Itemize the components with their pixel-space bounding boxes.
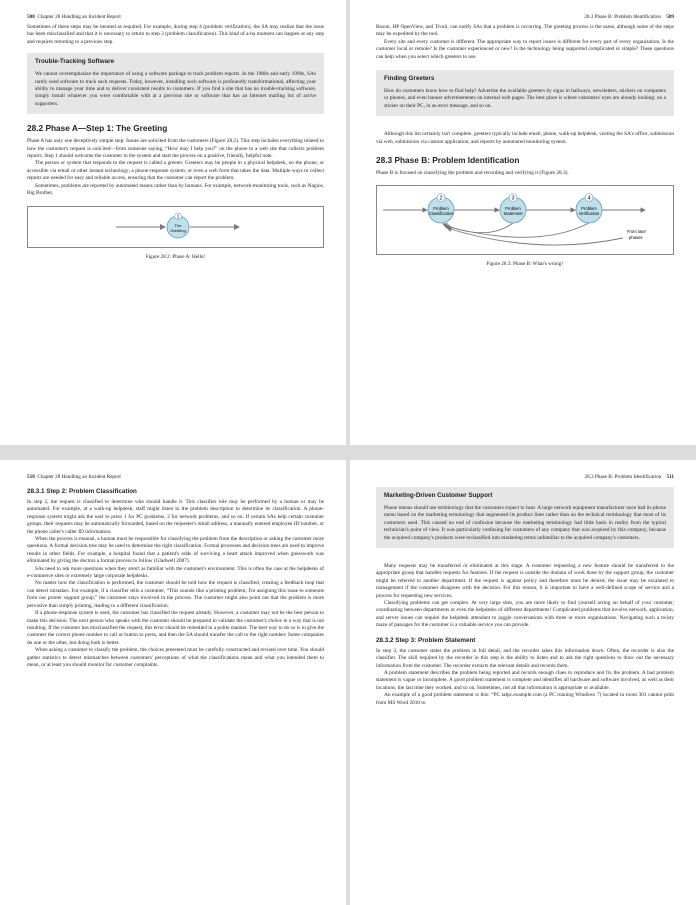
page-number: 508 [27,14,35,20]
page-header [376,14,674,24]
phase-a-diagram [28,207,328,247]
paragraph: The person or system that responds to the request is called a greeter. Greeters may be people in a physical helpdesk, on the phone, or accessible via email or other instant technology; a phone-response system; or even a web form that takes the data. Multiple ways to collect reports are needed for easy and reliable access, ensuring that the customer can report the problem. [27,160,324,182]
subsection-title: 28.3.1 Step 2: Problem Classification [27,488,137,495]
node-label: Verification [578,211,600,217]
sidebar-box [376,487,674,548]
phase-b-diagram [377,186,673,254]
classification-node [428,194,454,224]
sidebar-box [376,70,674,116]
step-number: 2 [439,195,443,202]
step-number: 3 [511,195,515,202]
sidebar-box [27,53,324,114]
page-number: 510 [27,474,35,480]
paragraph: In step 2, the request is classified to determine who should handle it. This classifier role may be performed by a human or may be automated. For example, at a walk-up helpdesk, staff might listen to the problem description to determine its classification. A phone-response system might ask the user to press 1 for PC problems, 2 for network problems, and so on. If certain SAs help certain customer groups, their requests may be automatically forwarded, based on the requester's email address, a manually entered employee ID number, or the phone caller's caller ID information. [27,499,324,535]
paragraph: Bosun, HP OpenView, and Tivoli, can notify SAs that a problem is occurring. The greeting process is the same, although some of the steps may be expedited by the tool. [376,24,674,38]
running-head: Chapter 28 Handling an Incident Report [37,14,121,20]
node-label: Problem [581,206,597,212]
page-header [376,474,674,484]
page-509 [350,0,696,445]
node-label: Greeting [170,227,186,233]
paragraph: A problem statement describes the problem being reported and records enough clues to reproduce and fix the problem. A bad problem statement is vague or incomplete. A good problem statement is complete and identifies all hardware and software involved, as well as their locations, the last time they worked, and so on. Sometimes, not all that information is appropriate or available. [376,669,674,691]
paragraph: An example of a good problem statement is this: “PC talpc.example.com (a PC running Windows 7) located in room 301 cannot print from MS Word 2010 to [376,692,674,706]
node-label: Problem [505,206,521,212]
verification-node [576,194,602,224]
statement-node [500,194,526,224]
running-head: 28.3 Phase B: Problem Identification [584,474,662,480]
node-label: Problem [433,206,449,212]
figure-caption: Figure 28.2: Phase A: Hello! [145,253,206,260]
running-head: 28.3 Phase B: Problem Identification [584,14,662,20]
paragraph: Many requests may be transferred or eliminated at this stage. A customer requesting a new feature should be transferred to the appropriate group that handles requests for features. If the request is outside the domain of work done by the support group, the customer might be referred to another department. If the request is against policy and therefore must be denied, the issue may be escalated to management if the customer disagrees with the decision. For this reason, it is important to have a well-defined scope of service and a process for requesting new services. [376,563,674,599]
page-511 [350,460,696,905]
paragraph: When the process is manual, a human must be responsible for classifying the problem from the description or asking the customer more questions. A formal decision tree may be used to determine the right classification. Formal processes and decision trees are used to improve results in other fields. For example, a hospital found that a patient's odds of surviving a heart attack improved when guesswork was eliminated by giving the doctors a formal process to follow (Gladwell 2007). [27,536,324,565]
feedback-arrow [445,223,589,237]
arrow-head-icon [160,224,166,230]
box-text: We cannot overemphasize the importance of using a software package to track problem reports. In the 1980s and early 1990s, SAs rarely used software to track such requests. Today, however, installing such software is profoundly transformational, affecting your ability to manage your time and to deliver consistent results to customers. If you find a site that has no trouble-tracking software, simply install whatever you were comfortable with at a previous site or software that has an Internet mailing list of active supporters. [35,71,316,107]
page-508 [0,0,346,445]
box-text: How do customers know how to find help? Advertise the available greeters by signs in hallways, newsletters, stickers on computers or phones, and even banner advertisements on internal web pages. The best place is where customers' eyes are already looking: on a sticker on their PC, in an error message, and so on. [384,88,666,109]
figure-28-2 [27,206,324,248]
step-number: 1 [176,213,180,220]
box-title: Finding Greeters [384,75,435,83]
paragraph: When asking a customer to classify the problem, the choices presented must be carefully constructed and revised over time. You should gather statistics to detect mismatches between customers' perceptions of what the classifications mean and what you intended them to mean, or at least you should monitor for customer complaints. [27,647,324,668]
page-510 [0,460,346,905]
box-title: Trouble-Tracking Software [35,58,115,66]
paragraph: Phase B is focused on classifying the problem and recording and verifying it (Figure 28.3). [376,170,569,177]
paragraph: In step 3, the customer states the problem in full detail, and the recorder takes this information down. Often, the recorder is also the classifier. The skill required by the recorder in this step is the ability to listen and to ask the right questions to draw out the necessary information from the customer. The recorder extracts the relevant details and records them. [376,647,674,669]
node-label: The [174,222,182,228]
figure-28-3 [376,185,674,255]
subsection-title: 28.3.2 Step 3: Problem Statement [376,636,476,644]
paragraph: Although this list certainly isn't complete, greeters typically include email, phone, walk-up helpdesk, visiting the SA's office, submission via web, submission via custom application, and reports by automated monitoring system. [376,131,674,145]
paragraph: Sometimes, problems are reported by automated means rather than by humans. For example, network-monitoring tools, such as Nagios, Big Brother, [27,182,324,197]
paragraph: No matter how the classification is performed, the customer should be told how the request is classified, creating a feedback loop that can detect mistakes. For example, if a classifier tells a customer, “This sounds like a printing problem; I'm assigning this issue to someone from our printer support group,” the customer stays involved in the process. The customer might also point out that the problem is more pervasive than simply printing, leading to a different classification. [27,580,324,609]
later-phases-label: phases [629,235,643,241]
paragraph: If a phone-response system is used, the customer has classified the request already. However, a customer may not be the best person to make this decision. The next person who speaks with the customer should be prepared to validate the customer's choice in a way that is not insulting. If the customer has misclassified the request, this error should be remedied in a polite manner. The best way to do so is to give the customer the correct phone number to call or button to press, and then the SA should transfer the call to the right number. Some companies do one or the other, but doing both is better. [27,610,324,646]
paragraph: SAs need to ask more questions when they aren't as familiar with the customer's environment. This is often the case at the helpdesks of e-commerce sites or extremely large corporate helpdesks. [27,565,324,580]
page-header [27,474,324,484]
later-phases-label: From later [627,229,647,235]
paragraph: Classifying problems can get complex. At very large sites, you are more likely to find yourself acting on behalf of your customer, coordinating between departments or even the helpdesks of different departments! Complicated problems that involve network, application, and server issues can require the helpdesk attendant to juggle conversations with three or more organizations. Navigating such a twisty maze of passages for the customer is a valuable service you can provide. [376,600,674,629]
section-title: 28.3 Phase B: Problem Identification [376,155,520,166]
paragraph: Every site and every customer is different. The appropriate way to report issues is different for every part of every organization. Is the customer local or remote? Is the customer experienced or new? Is the technology being supported complicated or simple? These questions can help when you select which greeters to use. [376,38,674,60]
arrow-head-icon [234,224,240,230]
box-title: Marketing-Driven Customer Support [384,492,493,499]
running-head: Chapter 28 Handling an Incident Report [37,474,121,480]
paragraph: Phase A has only one deceptively simple step: Issues are solicited from the customers (Figure 28.2). This step includes everything related to how the customer's request is solicited—from someone saying, “How may I help you?” on the phone to a web site that collects problem reports. Step 1 should welcome the customer to the system and start the process on a positive, friendly, helpful note. [27,138,324,160]
page-number: 511 [666,474,674,480]
intro-paragraph: Sometimes of these steps may be iterated as required. For example, during step 4 (problem verification), the SA may realize that the issue has been misclassified and that it is necessary to return to step 2 (problem classification). This kind of a-ha moment can happen at any step and requires returning to a previous step. [27,24,324,45]
page-header [27,14,324,24]
section-title: 28.2 Phase A—Step 1: The Greeting [27,123,168,134]
node-label: Statement [503,211,523,217]
step-number: 4 [587,195,591,202]
page-number: 509 [666,14,674,20]
box-text: Phone menus should use terminology that the customers expect to hear. A large network equipment manufacturer once had its phone menu based on the marketing terminology that segmented its product lines rather than on the technical terminology that most of its customers used. This caused no end of confusion because the marketing terminology had little basis in reality from the typical technician's point of view. It was particularly confusing for customers of any company that was acquired by this company, because the acquired company's products were reclassified into marketing terms unfamiliar to the acquired company's customers. [384,505,666,541]
node-label: Classification [428,211,454,217]
figure-caption: Figure 28.3: Phase B: What's wrong? [486,261,564,268]
